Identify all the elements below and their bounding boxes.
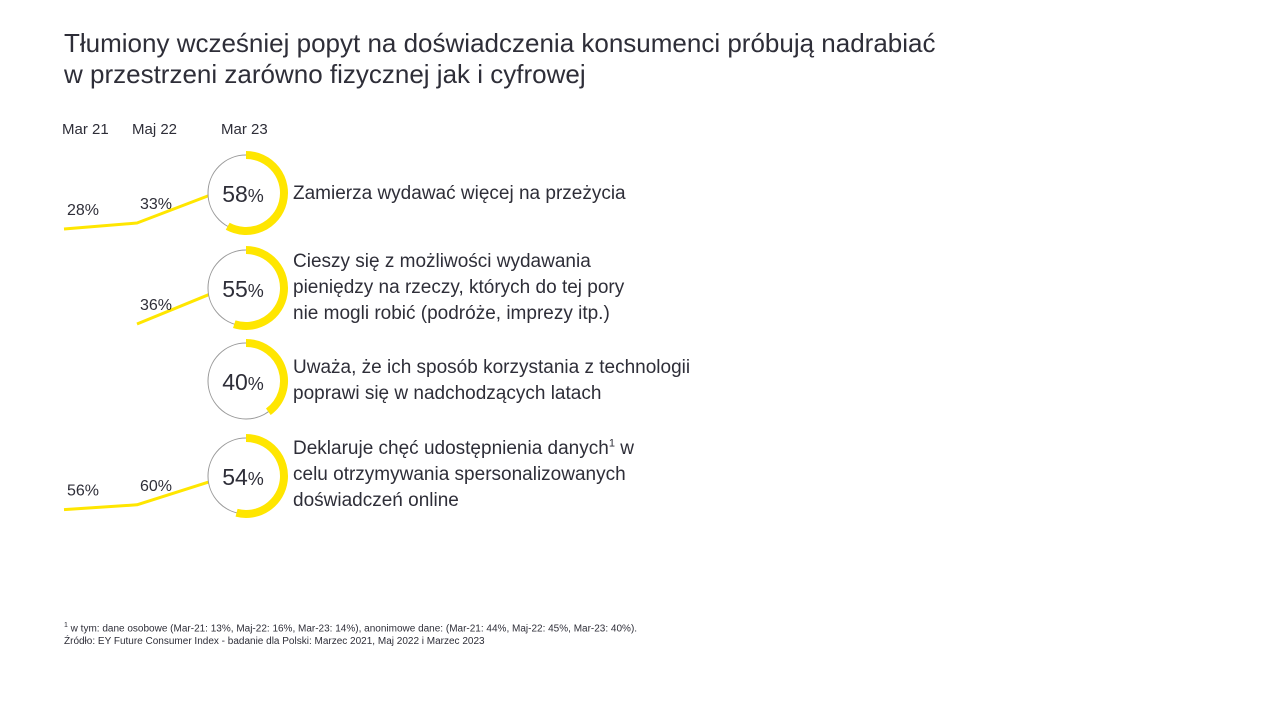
item-description-4 <box>293 436 813 514</box>
item-description-1 <box>293 181 813 207</box>
footnote-sup: 1 <box>64 622 68 629</box>
footnote-marker: 1 <box>608 437 615 450</box>
item-4-line-2: celu otrzymywania spersonalizowanych <box>293 464 626 485</box>
footnote-text: w tym: dane osobowe (Mar-21: 13%, Maj-22: 16%, Mar-23: 14%), anonimowe dane: (Mar-21: 44%, Maj-22: 45%, Mar-23: 40%). <box>67 623 638 635</box>
item-3-line-2: poprawi się w nadchodzących latach <box>293 383 602 404</box>
donut-number-2: 55 <box>222 276 248 302</box>
history-label-2-1: 36% <box>140 297 173 314</box>
item-4-line-1-text: Deklaruje chęć udostępnienia danych <box>293 438 609 459</box>
title-line-1: Tłumiony wcześniej popyt na doświadczenia konsumenci próbują nadrabiać <box>64 28 936 58</box>
history-label-1-1: 28% <box>67 202 100 219</box>
history-label-1-2: 33% <box>140 196 173 213</box>
period-label-mar23: Mar 23 <box>221 121 268 138</box>
item-3-line-1: Uważa, że ich sposób korzystania z technologii <box>293 357 691 378</box>
donut-number-4: 54 <box>222 464 248 490</box>
item-description-3 <box>293 355 813 407</box>
item-2-line-3: nie mogli robić (podróże, imprezy itp.) <box>293 303 610 324</box>
item-4-line-1-tail: w <box>614 438 634 459</box>
item-2-line-2: pieniędzy na rzeczy, których do tej pory <box>293 277 625 298</box>
period-label-maj22: Maj 22 <box>132 121 178 138</box>
item-4-line-3: doświadczeń online <box>293 490 459 511</box>
item-1-line-1: Zamierza wydawać więcej na przeżycia <box>293 183 626 204</box>
title-line-2: w przestrzeni zarówno fizycznej jak i cyfrowej <box>64 59 586 89</box>
history-label-4-2: 60% <box>140 477 173 495</box>
source-line: Źródło: EY Future Consumer Index - badanie dla Polski: Marzec 2021, Maj 2022 i Marzec 2023 <box>64 636 485 648</box>
donut-unit-3: % <box>247 374 264 394</box>
item-2-line-1: Cieszy się z możliwości wydawania <box>293 251 591 272</box>
donut-unit-4: % <box>247 469 264 489</box>
donut-number-1: 58 <box>222 181 248 207</box>
donut-unit-2: % <box>247 281 264 301</box>
period-label-mar21: Mar 21 <box>62 121 109 138</box>
footnote <box>64 619 964 648</box>
donut-number-3: 40 <box>222 369 248 395</box>
donut-unit-1: % <box>247 186 264 206</box>
item-4-line-1 <box>293 436 813 462</box>
item-description-2 <box>293 249 813 327</box>
footnote-line-1 <box>64 619 964 635</box>
history-label-4-1: 56% <box>67 482 100 500</box>
